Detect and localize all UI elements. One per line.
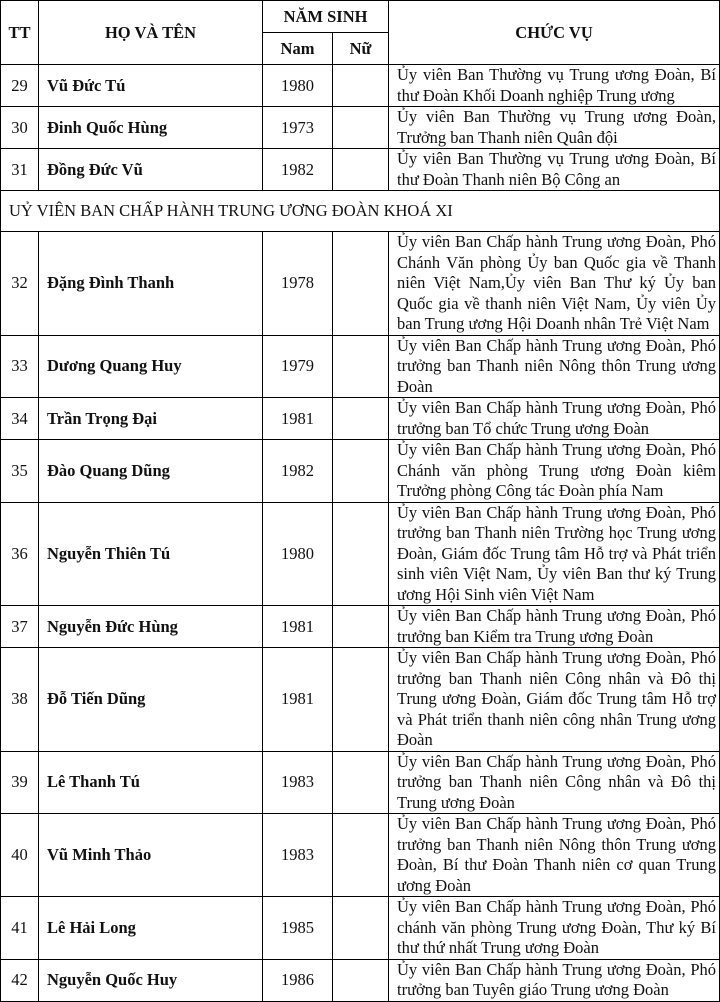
- member-name: Lê Hải Long: [39, 897, 263, 960]
- table-row: [1, 502, 720, 606]
- row-number: 33: [1, 335, 39, 398]
- col-header-birth-year: NĂM SINH: [263, 1, 389, 33]
- col-header-male: Nam: [263, 33, 333, 65]
- table-row: [1, 65, 720, 107]
- birth-year-female: [333, 232, 389, 336]
- birth-year-female: [333, 107, 389, 149]
- member-position: Ủy viên Ban Chấp hành Trung ương Đoàn, Phó trưởng ban Thanh niên Công nhân và Đô thị Trung ương Đoàn, Giám đốc Trung tâm Hỗ trợ và Phát triển thanh niên công nhân Trung ương Đoàn: [389, 648, 720, 752]
- member-name: Đinh Quốc Hùng: [39, 107, 263, 149]
- birth-year-female: [333, 606, 389, 648]
- member-name: Nguyễn Đức Hùng: [39, 606, 263, 648]
- birth-year-male: 1980: [263, 65, 333, 107]
- table-row: [1, 751, 720, 814]
- row-number: 40: [1, 814, 39, 897]
- member-name: Lê Thanh Tú: [39, 751, 263, 814]
- member-name: Đào Quang Dũng: [39, 440, 263, 503]
- table-row: [1, 606, 720, 648]
- birth-year-male: 1978: [263, 232, 333, 336]
- member-name: Vũ Đức Tú: [39, 65, 263, 107]
- section-title: UỶ VIÊN BAN CHẤP HÀNH TRUNG ƯƠNG ĐOÀN KHOÁ XI: [1, 191, 720, 232]
- row-number: 31: [1, 149, 39, 191]
- member-name: Nguyễn Thiên Tú: [39, 502, 263, 606]
- table-row: [1, 107, 720, 149]
- member-position: Ủy viên Ban Chấp hành Trung ương Đoàn, Phó trưởng ban Tuyên giáo Trung ương Đoàn: [389, 959, 720, 1001]
- table-row: [1, 648, 720, 752]
- member-position: Ủy viên Ban Thường vụ Trung ương Đoàn, Bí thư Đoàn Khối Doanh nghiệp Trung ương: [389, 65, 720, 107]
- member-position: Ủy viên Ban Chấp hành Trung ương Đoàn, Phó Chánh văn phòng Trung ương Đoàn kiêm Trưởng phòng Công tác Đoàn phía Nam: [389, 440, 720, 503]
- col-header-position: CHỨC VỤ: [389, 1, 720, 65]
- member-position: Ủy viên Ban Chấp hành Trung ương Đoàn, Phó trưởng ban Kiểm tra Trung ương Đoàn: [389, 606, 720, 648]
- table-row: [1, 149, 720, 191]
- col-header-female: Nữ: [333, 33, 389, 65]
- table-body-bottom: [1, 232, 720, 1002]
- table-row: [1, 959, 720, 1001]
- member-name: Nguyễn Quốc Huy: [39, 959, 263, 1001]
- table-row: [1, 398, 720, 440]
- birth-year-male: 1979: [263, 335, 333, 398]
- birth-year-male: 1981: [263, 648, 333, 752]
- birth-year-female: [333, 751, 389, 814]
- row-number: 42: [1, 959, 39, 1001]
- member-position: Ủy viên Ban Chấp hành Trung ương Đoàn, Phó chánh văn phòng Trung ương Đoàn, Thư ký Bí thư thứ nhất Trung ương Đoàn: [389, 897, 720, 960]
- birth-year-male: 1973: [263, 107, 333, 149]
- table-body-top: [1, 65, 720, 191]
- birth-year-female: [333, 648, 389, 752]
- member-position: Ủy viên Ban Thường vụ Trung ương Đoàn, Bí thư Đoàn Thanh niên Bộ Công an: [389, 149, 720, 191]
- birth-year-female: [333, 897, 389, 960]
- member-position: Ủy viên Ban Chấp hành Trung ương Đoàn, Phó trưởng ban Thanh niên Nông thôn Trung ương Đoàn: [389, 335, 720, 398]
- row-number: 39: [1, 751, 39, 814]
- birth-year-male: 1982: [263, 149, 333, 191]
- birth-year-female: [333, 502, 389, 606]
- member-position: Ủy viên Ban Chấp hành Trung ương Đoàn, Phó Chánh Văn phòng Ủy ban Quốc gia về Thanh niên Việt Nam,Ủy viên Ban Thư ký Ủy ban Quốc gia về thanh niên Việt Nam, Ủy viên Ủy ban Trung ương Hội Doanh nhân Trẻ Việt Nam: [389, 232, 720, 336]
- row-number: 38: [1, 648, 39, 752]
- birth-year-female: [333, 65, 389, 107]
- table-row: [1, 814, 720, 897]
- birth-year-male: 1980: [263, 502, 333, 606]
- member-position: Ủy viên Ban Chấp hành Trung ương Đoàn, Phó trưởng ban Tổ chức Trung ương Đoàn: [389, 398, 720, 440]
- birth-year-male: 1981: [263, 398, 333, 440]
- member-position: Ủy viên Ban Chấp hành Trung ương Đoàn, Phó trưởng ban Thanh niên Công nhân và Đô thị Trung ương Đoàn: [389, 751, 720, 814]
- birth-year-female: [333, 149, 389, 191]
- table-row: [1, 897, 720, 960]
- member-position: Ủy viên Ban Chấp hành Trung ương Đoàn, Phó trưởng ban Thanh niên Trường học Trung ương Đoàn, Giám đốc Trung tâm Hỗ trợ và Phát triển sinh viên Việt Nam, Ủy viên Ban thư ký Trung ương Hội Sinh viên Việt Nam: [389, 502, 720, 606]
- member-name: Vũ Minh Thảo: [39, 814, 263, 897]
- table-row: [1, 440, 720, 503]
- col-header-name: HỌ VÀ TÊN: [39, 1, 263, 65]
- birth-year-male: 1985: [263, 897, 333, 960]
- row-number: 36: [1, 502, 39, 606]
- member-position: Ủy viên Ban Thường vụ Trung ương Đoàn, Trưởng ban Thanh niên Quân đội: [389, 107, 720, 149]
- birth-year-male: 1986: [263, 959, 333, 1001]
- row-number: 30: [1, 107, 39, 149]
- birth-year-female: [333, 440, 389, 503]
- row-number: 35: [1, 440, 39, 503]
- row-number: 37: [1, 606, 39, 648]
- member-position: Ủy viên Ban Chấp hành Trung ương Đoàn, Phó trưởng ban Thanh niên Nông thôn Trung ương Đoàn, Bí thư Đoàn Thanh niên cơ quan Trung ương Đoàn: [389, 814, 720, 897]
- birth-year-female: [333, 398, 389, 440]
- row-number: 32: [1, 232, 39, 336]
- row-number: 34: [1, 398, 39, 440]
- row-number: 41: [1, 897, 39, 960]
- birth-year-male: 1983: [263, 814, 333, 897]
- birth-year-female: [333, 335, 389, 398]
- table-row: [1, 335, 720, 398]
- birth-year-male: 1982: [263, 440, 333, 503]
- member-name: Trần Trọng Đại: [39, 398, 263, 440]
- birth-year-male: 1983: [263, 751, 333, 814]
- member-name: Đỗ Tiến Dũng: [39, 648, 263, 752]
- col-header-tt: TT: [1, 1, 39, 65]
- member-name: Đặng Đình Thanh: [39, 232, 263, 336]
- birth-year-female: [333, 959, 389, 1001]
- member-name: Đồng Đức Vũ: [39, 149, 263, 191]
- row-number: 29: [1, 65, 39, 107]
- table-row: [1, 232, 720, 336]
- birth-year-female: [333, 814, 389, 897]
- birth-year-male: 1981: [263, 606, 333, 648]
- member-name: Dương Quang Huy: [39, 335, 263, 398]
